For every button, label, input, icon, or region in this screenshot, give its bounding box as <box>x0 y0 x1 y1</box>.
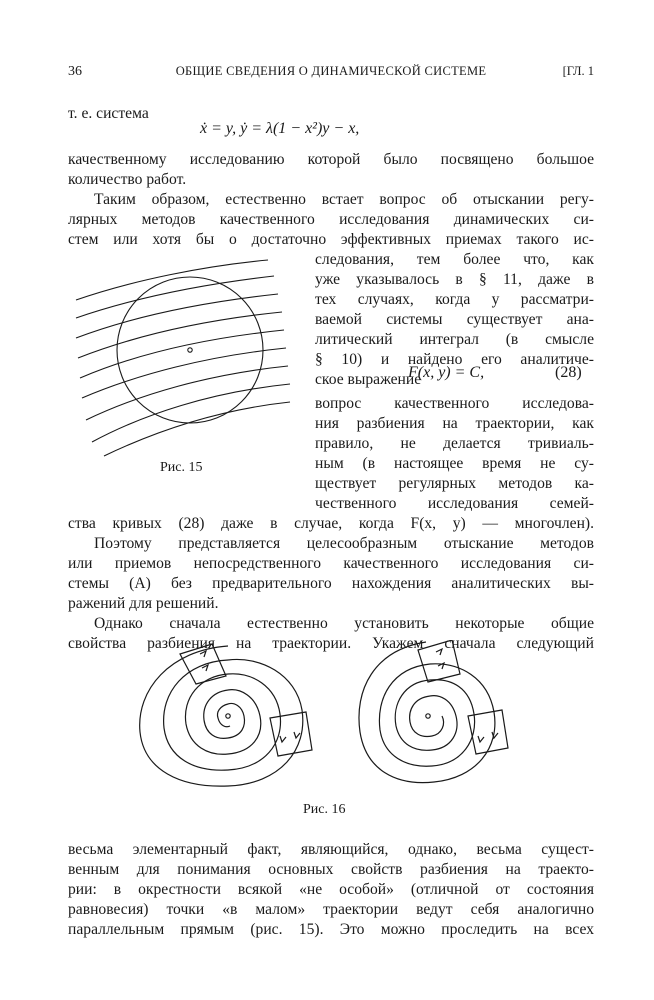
arrow-icon <box>294 732 300 738</box>
sector-box <box>270 712 312 756</box>
narrow-line: следования, тем более что, как <box>315 251 594 268</box>
trajectory-curve <box>104 402 290 456</box>
running-header <box>68 64 594 84</box>
text-line: лярных методов качественного исследования динамических си- <box>68 211 594 228</box>
text-line: количество работ. <box>68 171 187 188</box>
figure-16-caption: Рис. 16 <box>303 802 346 817</box>
paragraph-start: Поэтому представляется целесообразным отыскание методов <box>94 535 594 552</box>
arrow-icon <box>202 665 208 671</box>
equation-28-number: (28) <box>555 364 582 381</box>
arrow-icon <box>478 736 484 742</box>
narrow-line: ным (в настоящее время не су- <box>315 455 594 472</box>
narrow-line: § 10) и найдено его аналитиче- <box>315 351 594 368</box>
nonsingular-point <box>188 348 192 352</box>
text-line: свойства разбиения на траектории. Укажем сначала следующий <box>68 635 594 652</box>
text-line: венным для понимания основных свойств разбиения на траекто- <box>68 861 594 878</box>
section-marker: [ГЛ. 1 <box>562 64 594 78</box>
paragraph-start: Однако сначала естественно установить некоторые общие <box>94 615 594 632</box>
narrow-line: литический интеграл (в смысле <box>315 331 594 348</box>
text-line: ражений для решений. <box>68 595 219 612</box>
trajectory-curve <box>86 366 288 420</box>
text-line: или приемов непосредственного качественного исследования си- <box>68 555 594 572</box>
narrow-line: вопрос качественного исследова- <box>315 395 594 412</box>
text-line: стем или хотя бы о достаточно эффективных приемах такого ис- <box>68 231 594 248</box>
narrow-line: ществует регулярных методов ка- <box>315 475 594 492</box>
intro-text: т. е. система <box>68 105 149 122</box>
figure-16-left-spiral <box>140 644 312 786</box>
sector-box <box>418 640 460 682</box>
narrow-line: уже указывалось в § 11, даже в <box>315 271 594 288</box>
narrow-line: тех случаях, когда у рассматри- <box>315 291 594 308</box>
trajectory-curve <box>92 384 290 442</box>
text-line: весьма элементарный факт, являющийся, однако, весьма сущест- <box>68 841 594 858</box>
text-line: ства кривых (28) даже в случае, когда F(x, y) — многочлен). <box>68 515 594 532</box>
narrow-line: ваемой системы существует ана- <box>315 311 594 328</box>
figure-15 <box>74 258 294 458</box>
text-line: параллельным прямым (рис. 15). Это можно проследить на всех <box>68 921 594 938</box>
paragraph-start: Таким образом, естественно встает вопрос об отыскании регу- <box>94 191 594 208</box>
text-line: качественному исследованию которой было посвящено большое <box>68 151 594 168</box>
page-number: 36 <box>68 64 82 79</box>
arrow-icon <box>200 651 206 657</box>
trajectory-curve <box>82 348 286 398</box>
narrow-line: ское выражение <box>315 371 422 388</box>
text-line: равновесия) точки «в малом» траектории ведут себя аналогично <box>68 901 594 918</box>
running-title: ОБЩИЕ СВЕДЕНИЯ О ДИНАМИЧЕСКОЙ СИСТЕМЕ <box>175 64 487 78</box>
figure-16 <box>130 640 530 790</box>
narrow-line: правило, не делается тривиаль- <box>315 435 594 452</box>
trajectory-curve <box>76 276 274 318</box>
figure-16-right-spiral <box>359 640 508 783</box>
equation-28: F(x, y) = C, <box>408 364 485 381</box>
narrow-line: чественного исследования семей- <box>315 495 594 512</box>
narrow-line: ния разбиения на траектории, как <box>315 415 594 432</box>
van-der-pol-formula: ẋ = y, ẏ = λ(1 − x²)y − x, <box>200 120 360 137</box>
figure-15-caption: Рис. 15 <box>160 460 203 475</box>
arrow-icon <box>436 649 442 655</box>
trajectory-curve <box>78 312 282 358</box>
text-line: стемы (А) без предварительного нахождения аналитических вы- <box>68 575 594 592</box>
arrow-icon <box>280 736 286 742</box>
text-line: рии: в окрестности всякой «не особой» (отличной от состояния <box>68 881 594 898</box>
